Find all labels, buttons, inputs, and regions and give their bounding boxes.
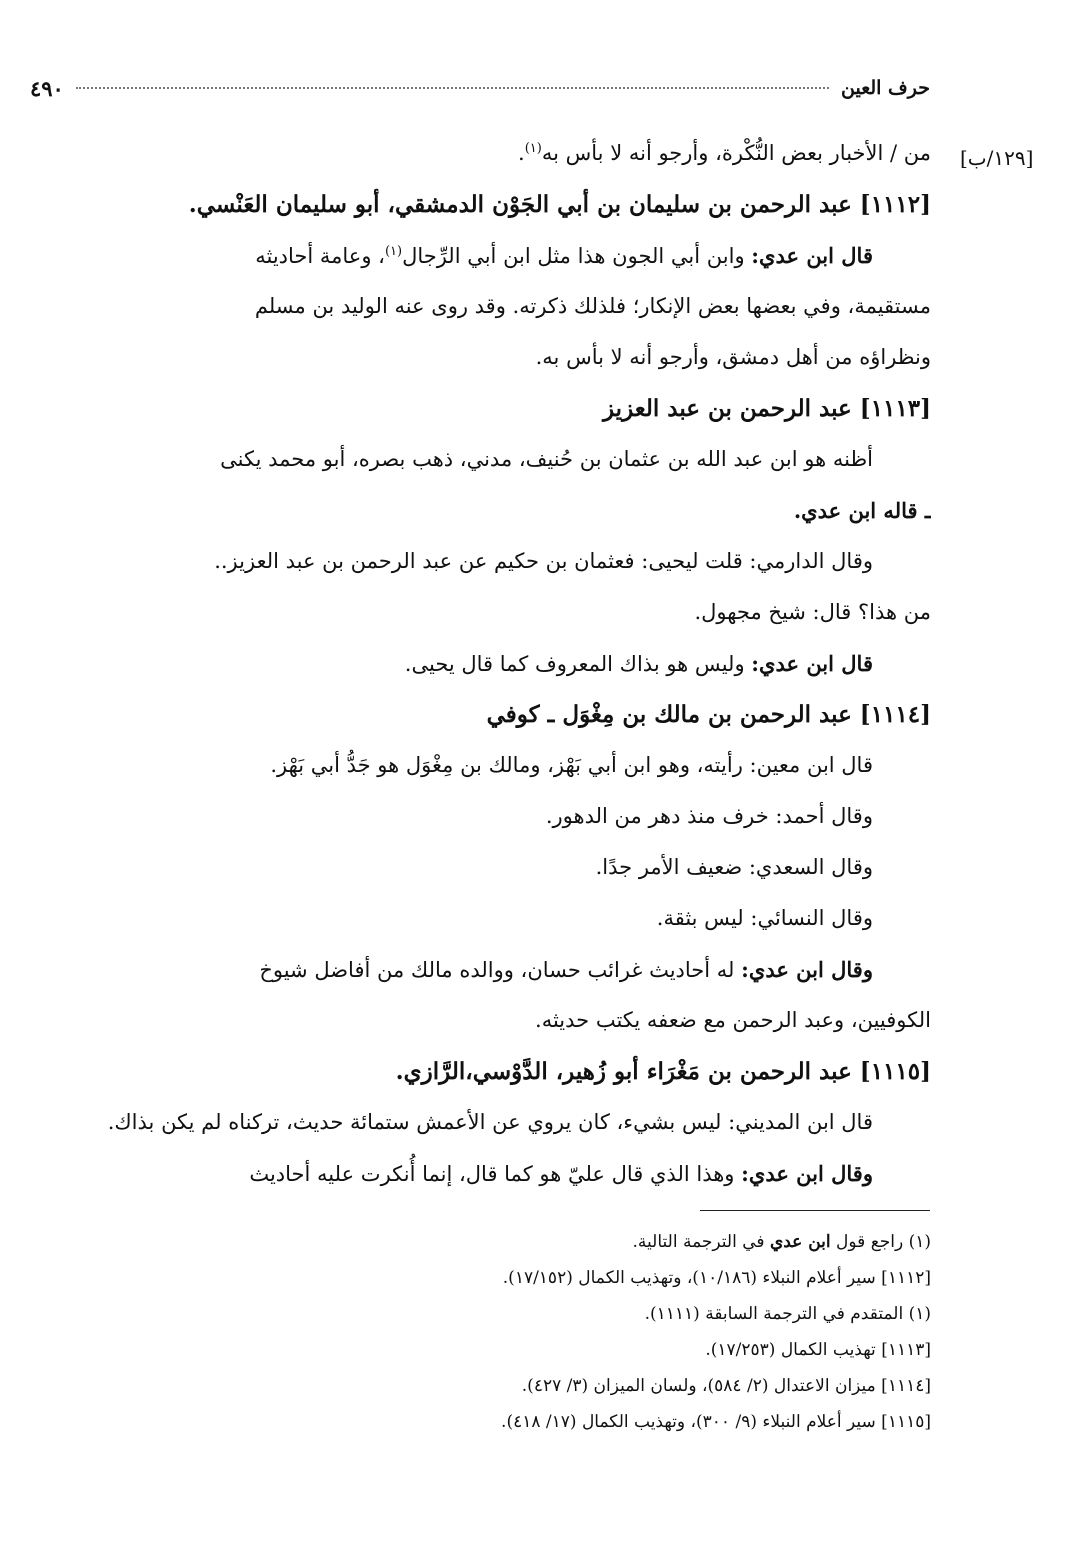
footnote bbox=[45, 1224, 931, 1260]
main-text bbox=[45, 128, 931, 1199]
line-text: وقال النسائي: ليس بثقة. bbox=[656, 906, 873, 930]
footnote-marker: (١) bbox=[524, 141, 542, 156]
footnote-text: (١) راجع قول bbox=[830, 1232, 931, 1252]
text-line bbox=[45, 230, 931, 281]
line-text: من هذا؟ قال: شيخ مجهول. bbox=[694, 600, 931, 624]
text-line bbox=[45, 791, 931, 842]
header-rule bbox=[76, 87, 829, 89]
text-line bbox=[45, 740, 931, 791]
footnote bbox=[45, 1296, 931, 1332]
line-text-tail: ، وعامة أحاديثه bbox=[255, 244, 385, 268]
text-line bbox=[45, 485, 931, 536]
text-line bbox=[45, 536, 931, 587]
section-title: حرف العين bbox=[841, 77, 930, 99]
line-text: ونظراؤه من أهل دمشق، وأرجو أنه لا بأس به. bbox=[535, 345, 931, 369]
line-text: وهذا الذي قال عليّ هو كما قال، إنما أُنكرت عليه أحاديث bbox=[249, 1162, 742, 1186]
text-line bbox=[45, 281, 931, 332]
footnote bbox=[45, 1260, 931, 1296]
footnote-text: [١١١٣] تهذيب الكمال (١٧/٢٥٣). bbox=[705, 1340, 931, 1360]
footnote bbox=[45, 1368, 931, 1404]
text-line bbox=[45, 1097, 931, 1148]
running-header bbox=[30, 72, 930, 104]
text-line bbox=[45, 128, 931, 179]
text-line bbox=[45, 332, 931, 383]
manuscript-folio-ref: [١٢٩/ب] bbox=[960, 146, 1034, 170]
line-text: أظنه هو ابن عبد الله بن عثمان بن حُنيف، مدني، ذهب بصره، أبو محمد يكنى bbox=[220, 447, 873, 471]
line-text-tail: . bbox=[518, 141, 525, 165]
entry-heading bbox=[45, 383, 931, 434]
line-text: وقال الدارمي: قلت ليحيى: فعثمان بن حكيم عن عبد الرحمن بن عبد العزيز.. bbox=[214, 549, 873, 573]
speaker-label: ـ قاله ابن عدي. bbox=[793, 498, 931, 523]
line-text: قال ابن معين: رأيته، وهو ابن أبي بَهْز، ومالك بن مِغْوَل هو جَدُّ أبي بَهْز. bbox=[270, 753, 873, 777]
footnote-separator bbox=[700, 1210, 930, 1211]
speaker-label: قال ابن عدي: bbox=[751, 651, 873, 676]
entry-heading bbox=[45, 1046, 931, 1097]
footnote-text: [١١١٤] ميزان الاعتدال (٢/ ٥٨٤)، ولسان الميزان (٣/ ٤٢٧). bbox=[521, 1376, 931, 1396]
line-text: وابن أبي الجون هذا مثل ابن أبي الرِّجال bbox=[402, 244, 752, 268]
footnote-text: [١١١٢] سير أعلام النبلاء (١٠/١٨٦)، وتهذيب الكمال (١٧/١٥٢). bbox=[502, 1268, 931, 1288]
line-text: وليس هو بذاك المعروف كما قال يحيى. bbox=[404, 652, 752, 676]
line-text: الكوفيين، وعبد الرحمن مع ضعفه يكتب حديثه. bbox=[535, 1008, 931, 1032]
text-line bbox=[45, 944, 931, 995]
text-line bbox=[45, 842, 931, 893]
entry-heading bbox=[45, 689, 931, 740]
footnote-text: (١) المتقدم في الترجمة السابقة (١١١١). bbox=[644, 1304, 931, 1324]
text-line bbox=[45, 434, 931, 485]
footnote-text: في الترجمة التالية. bbox=[632, 1232, 770, 1252]
line-text: وقال أحمد: خرف منذ دهر من الدهور. bbox=[545, 804, 873, 828]
footnote-text: [١١١٥] سير أعلام النبلاء (٩/ ٣٠٠)، وتهذيب الكمال (١٧/ ٤١٨). bbox=[501, 1412, 931, 1432]
speaker-label: قال ابن عدي: bbox=[751, 243, 873, 268]
text-line bbox=[45, 893, 931, 944]
line-text: قال ابن المديني: ليس بشيء، كان يروي عن الأعمش ستمائة حديث، تركناه لم يكن بذاك. bbox=[107, 1110, 873, 1134]
speaker-label: وقال ابن عدي: bbox=[741, 957, 873, 982]
text-line bbox=[45, 1148, 931, 1199]
footnotes bbox=[45, 1224, 931, 1440]
line-text: من / الأخبار بعض النُّكْرة، وأرجو أنه لا بأس به bbox=[541, 141, 931, 165]
footnote bbox=[45, 1404, 931, 1440]
footnote bbox=[45, 1332, 931, 1368]
line-text: وقال السعدي: ضعيف الأمر جدًا. bbox=[595, 855, 873, 879]
line-text: [١١١٣] عبد الرحمن بن عبد العزيز bbox=[602, 395, 931, 422]
entry-heading bbox=[45, 179, 931, 230]
text-line bbox=[45, 995, 931, 1046]
line-text: له أحاديث غرائب حسان، ووالده مالك من أفاضل شيوخ bbox=[259, 958, 742, 982]
speaker-label: وقال ابن عدي: bbox=[741, 1161, 873, 1186]
text-line bbox=[45, 587, 931, 638]
footnote-bold: ابن عدي bbox=[769, 1232, 831, 1252]
footnote-marker: (١) bbox=[384, 244, 403, 259]
line-text: [١١١٤] عبد الرحمن بن مالك بن مِغْوَل ـ كوفي bbox=[486, 701, 931, 728]
text-line bbox=[45, 638, 931, 689]
page-number: ٤٩٠ bbox=[30, 75, 64, 101]
line-text: [١١١٥] عبد الرحمن بن مَغْرَاء أبو زُهير، الدَّوْسي،الرَّازي. bbox=[395, 1058, 931, 1085]
line-text: [١١١٢] عبد الرحمن بن سليمان بن أبي الجَوْن الدمشقي، أبو سليمان العَنْسي. bbox=[188, 191, 931, 218]
line-text: مستقيمة، وفي بعضها بعض الإنكار؛ فلذلك ذكرته. وقد روى عنه الوليد بن مسلم bbox=[254, 294, 931, 318]
